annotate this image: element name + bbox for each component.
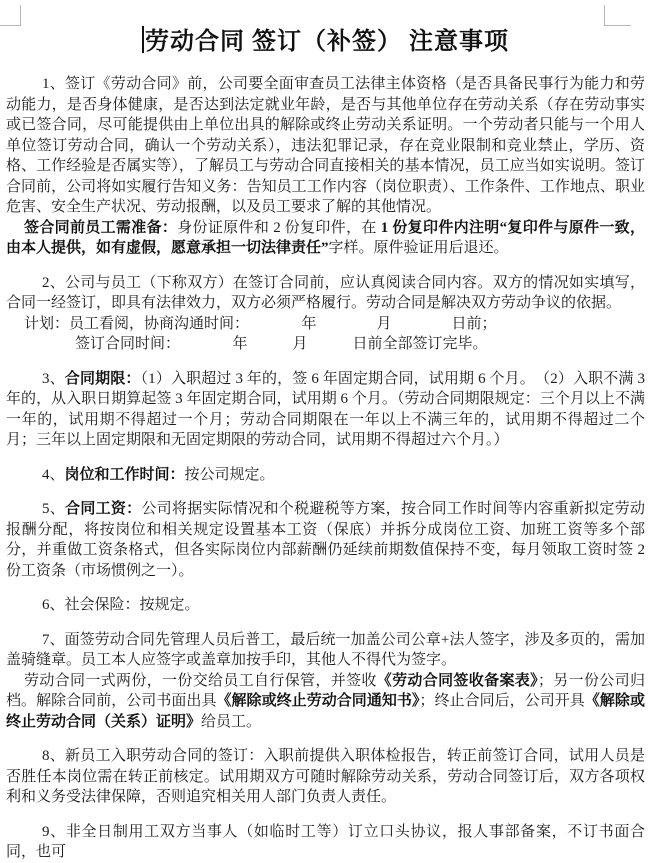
paragraph-clause-7-filing[interactable]: 劳动合同一式两份，一份交给员工自行保管，并签收《劳动合同签收备案表》；另一份公司归档。解除合同前，公司书面出具《解除或终止劳动合同通知书》；终止合同后，公司开具《解除或终止劳动合同（关系）证明》给员工。 (6, 672, 645, 730)
margin-crop-mark-top-right-v (604, 5, 605, 26)
paragraph-clause-2[interactable]: 2、公司与员工（下称双方）在签订合同前，应认真阅读合同内容。双方的情况如实填写，合同一经签订，即具有法律效力，双方必须严格履行。劳动合同是解决双方劳动争议的依据。 (6, 274, 645, 311)
paragraph-clause-7[interactable]: 7、面签劳动合同先管理人员后普工，最后统一加盖公司公章+法人签字，涉及多页的，需加盖骑缝章。员工本人应签字或盖章加按手印，其他人不得代为签字。 (6, 631, 645, 668)
paragraph-clause-4[interactable]: 4、岗位和工作时间：按公司规定。 (42, 466, 275, 483)
paragraph-plan-sign-time[interactable]: 签订合同时间： 年 月 日前全部签订完毕。 (75, 336, 488, 352)
text-cursor (142, 26, 144, 53)
paragraph-clause-9-clipped[interactable]: 9、非全日制用工双方当事人（如临时工等）订立口头协议，报人事部备案，不订书面合同，也可 (6, 823, 645, 860)
paragraph-clause-1[interactable]: 1、签订《劳动合同》前，公司要全面审查员工法律主体资格（是否具备民事行为能力和劳动能力，是否身体健康，是否达到法定就业年龄，是否与其他单位存在劳动关系（存在劳动事实或已签合同，尽可能提供由上单位出具的解除或终止劳动关系证明。一个劳动者只能与一个用人单位签订劳动合同，确认一个劳动关系），违法犯罪记录，存在竞业限制和竞业禁止，学历、资格、工作经验是否属实等），了解员工与劳动合同直接相关的基本情况，员工应当如实说明。签订合同前，公司将如实履行告知义务：告知员工工作内容（岗位职责）、工作条件、工作地点、职业危害、安全生产状况、劳动报酬，以及员工要求了解的其他情况。 (6, 76, 645, 215)
paragraph-clause-8[interactable]: 8、新员工入职劳动合同的签订：入职前提供入职体检报告，转正前签订合同，试用人员是否胜任本岗位需在转正前核定。试用期双方可随时解除劳动关系，劳动合同签订后，双方各项权利和义务受法律保障，否则追究相关用人部门负责人责任。 (6, 748, 645, 805)
paragraph-clause-3[interactable]: 3、合同期限：（1）入职超过 3 年的，签 6 年固定期合同，试用期 6 个月。 （2）入职不满 3 年的，从入职日期算起签 3 年固定期合同，试用期 6 个月。（劳动合同期限规定：三个月以上不满一年的，试用期不得超过一个月；劳动合同期限在一年以上不满三年的，试用期不得超过二个月；三年以上固定期限和无固定期限的劳动合同，试用期不得超过六个月。） (6, 370, 645, 448)
paragraph-clause-5[interactable]: 5、合同工资：公司将据实际情况和个税避税等方案，按合同工作时间等内容重新拟定劳动报酬分配，将按岗位和相关规定设置基本工资（保底）并拆分成岗位工资、加班工资等多个部分，并重做工资条格式，但各实际岗位内部薪酬仍延续前期数值保持不变，每月领取工资时签 2 份工资条（市场惯例之一）。 (6, 501, 645, 579)
paragraph-plan-review-time[interactable]: 计划：员工看阅，协商沟通时间： 年 月 日前； (24, 315, 497, 332)
margin-crop-mark-top-left-v (20, 5, 21, 26)
document-body[interactable] (6, 74, 645, 863)
document-content[interactable] (6, 24, 645, 863)
document-title[interactable] (6, 24, 645, 60)
paragraph-prepare-note[interactable]: 签合同前员工需准备：身份证原件和 2 份复印件，在 1 份复印件内注明“复印件与原件一致，由本人提供，如有虚假，愿意承担一切法律责任”字样。原件验证用后退还。 (6, 219, 645, 256)
document-title-text: 劳动合同 签订（补签） 注意事项 (145, 29, 509, 55)
paragraph-clause-6[interactable]: 6、社会保险：按规定。 (42, 597, 200, 613)
